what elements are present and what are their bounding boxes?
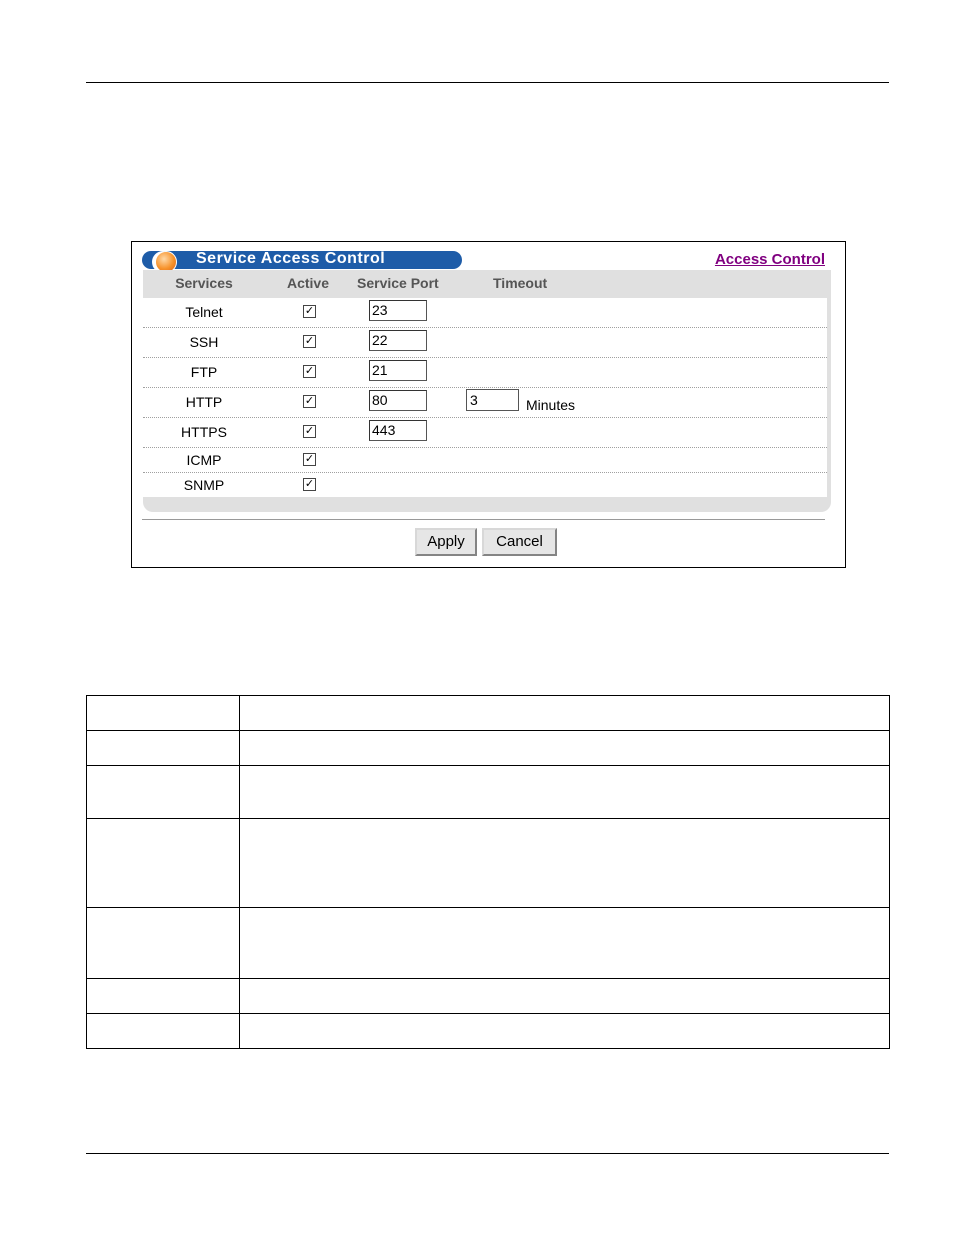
service-access-control-panel xyxy=(131,241,846,568)
service-label: SNMP xyxy=(183,477,225,493)
access-control-link[interactable]: Access Control xyxy=(714,251,825,268)
checkmark-icon: ✓ xyxy=(304,395,315,407)
active-checkbox[interactable] xyxy=(303,305,316,318)
timeout-input[interactable]: 3 xyxy=(466,389,519,411)
active-checkbox[interactable] xyxy=(303,365,316,378)
services-grid xyxy=(143,270,831,512)
service-row-icmp xyxy=(143,448,827,473)
table-row xyxy=(87,1014,890,1049)
table-row xyxy=(87,731,890,766)
table-row xyxy=(87,908,890,979)
active-checkbox[interactable] xyxy=(303,335,316,348)
column-header-services: Services xyxy=(175,275,233,291)
description-table xyxy=(86,695,890,1049)
service-row-snmp xyxy=(143,473,827,497)
service-row-http xyxy=(143,388,827,418)
checkmark-icon: ✓ xyxy=(304,305,315,317)
service-label: HTTPS xyxy=(181,424,227,440)
checkmark-icon: ✓ xyxy=(304,365,315,377)
timeout-unit-label: Minutes xyxy=(526,397,576,413)
table-row xyxy=(87,979,890,1014)
active-checkbox[interactable] xyxy=(303,395,316,408)
table-row xyxy=(87,766,890,819)
apply-button[interactable]: Apply xyxy=(415,528,477,556)
service-label: Telnet xyxy=(185,304,223,320)
button-separator xyxy=(142,519,825,520)
checkmark-icon: ✓ xyxy=(304,425,315,437)
cancel-button[interactable]: Cancel xyxy=(482,528,557,556)
service-row-telnet xyxy=(143,298,827,328)
service-row-ftp xyxy=(143,358,827,388)
checkmark-icon: ✓ xyxy=(304,335,315,347)
panel-title: Service Access Control xyxy=(196,250,386,267)
table-row xyxy=(87,819,890,908)
service-port-input[interactable]: 80 xyxy=(369,390,427,411)
header-rule xyxy=(86,82,889,83)
service-label: ICMP xyxy=(186,452,222,468)
checkmark-icon: ✓ xyxy=(304,453,315,465)
column-header-service-port: Service Port xyxy=(357,275,439,291)
column-header-timeout: Timeout xyxy=(493,275,548,291)
service-port-input[interactable]: 22 xyxy=(369,330,427,351)
service-label: SSH xyxy=(189,334,219,350)
service-row-ssh xyxy=(143,328,827,358)
table-row xyxy=(87,696,890,731)
service-port-input[interactable]: 23 xyxy=(369,300,427,321)
column-header-active: Active xyxy=(286,275,330,291)
active-checkbox[interactable] xyxy=(303,478,316,491)
service-row-https xyxy=(143,418,827,448)
checkmark-icon: ✓ xyxy=(304,478,315,490)
service-label: FTP xyxy=(190,364,218,380)
service-port-input[interactable]: 21 xyxy=(369,360,427,381)
service-label: HTTP xyxy=(185,394,223,410)
active-checkbox[interactable] xyxy=(303,453,316,466)
active-checkbox[interactable] xyxy=(303,425,316,438)
service-port-input[interactable]: 443 xyxy=(369,420,427,441)
footer-rule xyxy=(86,1153,889,1154)
